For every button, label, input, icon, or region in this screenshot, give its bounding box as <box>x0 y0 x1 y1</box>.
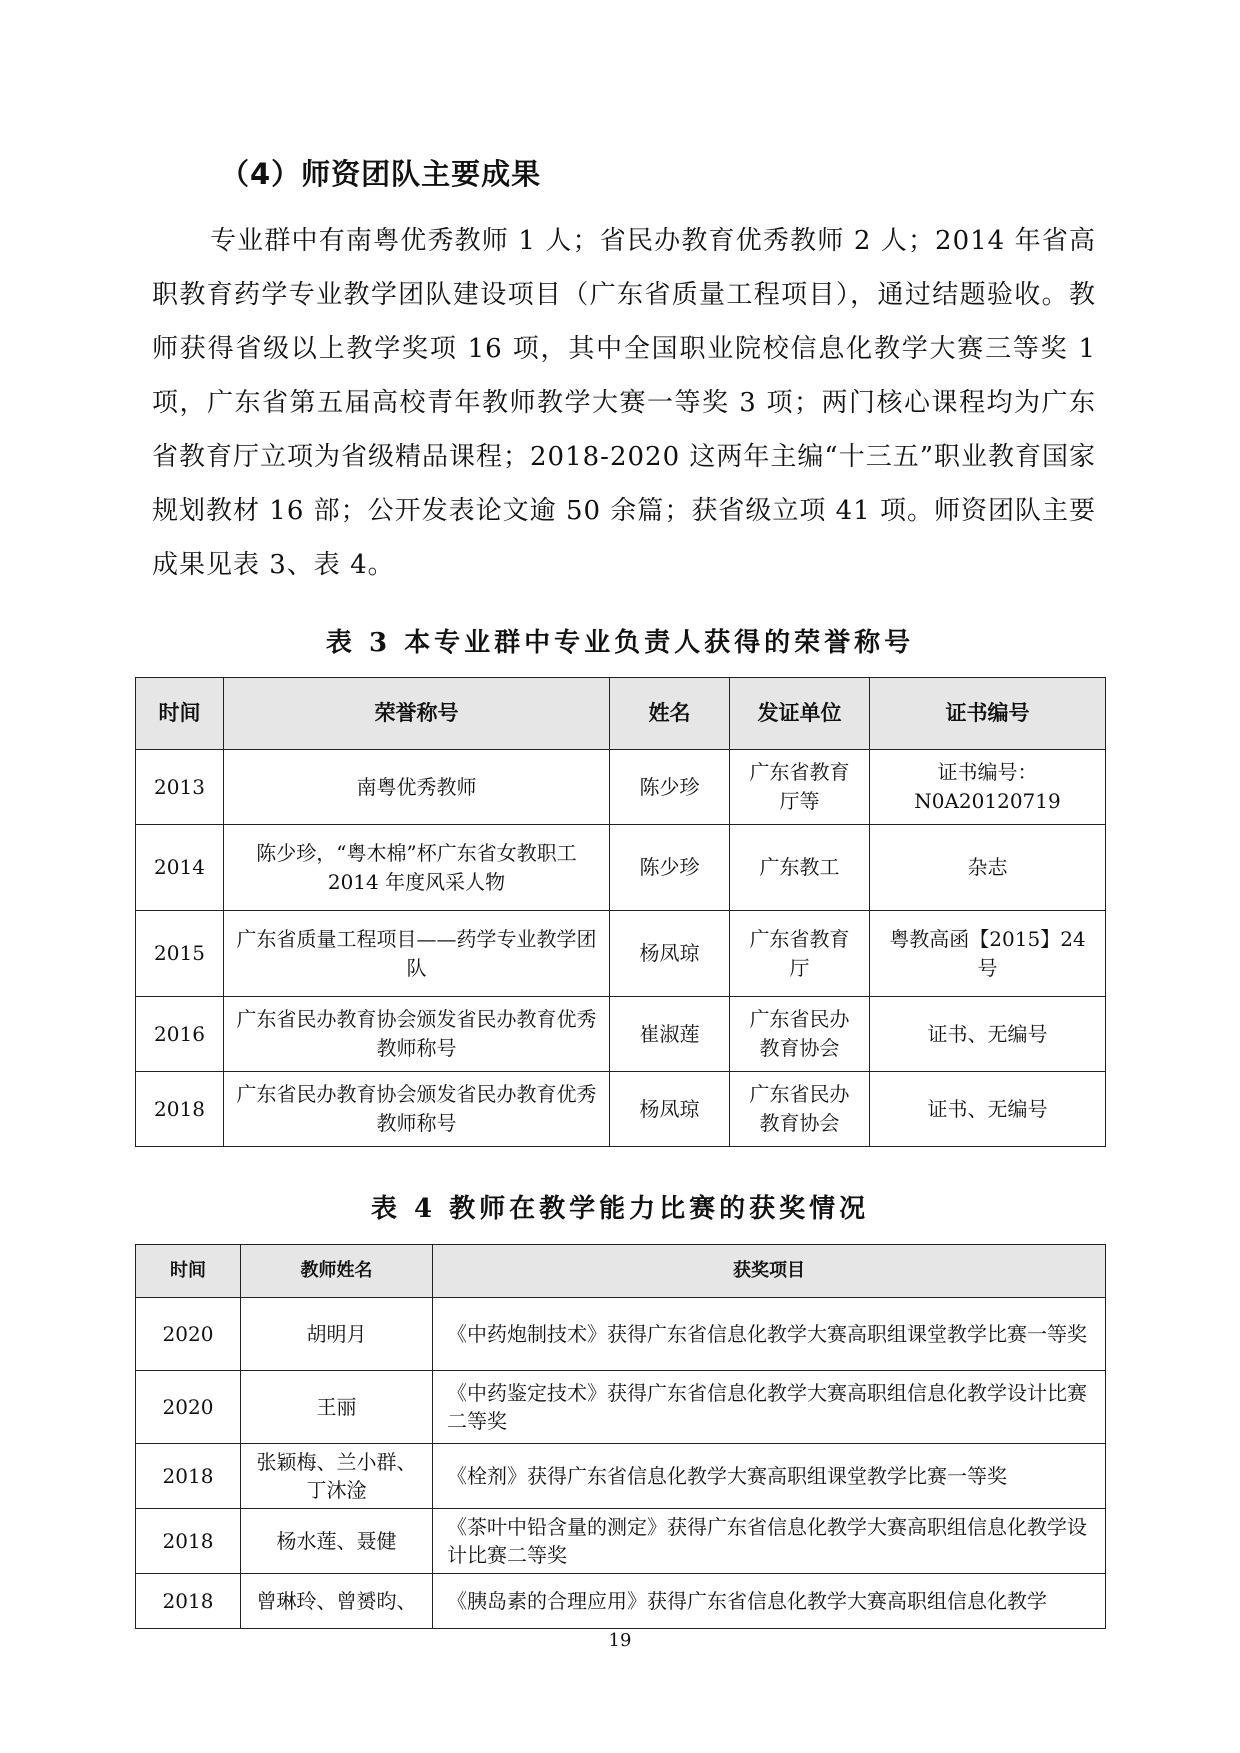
table-cell: 南粤优秀教师 <box>224 750 610 825</box>
table-cell: 广东省质量工程项目——药学专业教学团队 <box>224 911 610 997</box>
table-cell: 广东省民办教育协会 <box>730 1072 870 1147</box>
table-cell: 张颖梅、兰小群、丁沐淦 <box>241 1444 433 1509</box>
table-cell: 《中药鉴定技术》获得广东省信息化教学大赛高职组信息化教学设计比赛二等奖 <box>433 1371 1106 1444</box>
table-cell: 广东教工 <box>730 825 870 911</box>
table-cell: 广东省民办教育协会颁发省民办教育优秀教师称号 <box>224 1072 610 1147</box>
table-cell: 2018 <box>136 1072 224 1147</box>
table-cell: 2020 <box>136 1371 241 1444</box>
table-cell: 杨凤琼 <box>610 911 730 997</box>
table-row <box>136 1298 1106 1371</box>
table-cell: 2018 <box>136 1509 241 1574</box>
body-paragraph: 专业群中有南粤优秀教师 1 人；省民办教育优秀教师 2 人；2014 年省高职教育药学专业教学团队建设项目（广东省质量工程项目），通过结题验收。教师获得省级以上教学奖项 16 项，其中全国职业院校信息化教学大赛三等奖 1 项，广东省第五届高校青年教师教学大赛一等奖 3 项；两门核心课程均为广东省教育厅立项为省级精品课程；2018-2020 这两年主编“十三五”职业教育国家规划教材 16 部；公开发表论文逾 50 余篇；获省级立项 41 项。师资团队主要成果见表 3、表 4。 <box>152 226 1096 580</box>
table-row <box>136 750 1106 825</box>
table-cell: 王丽 <box>241 1371 433 1444</box>
table-cell: 广东省教育厅 <box>730 911 870 997</box>
table-cell: 《中药炮制技术》获得广东省信息化教学大赛高职组课堂教学比赛一等奖 <box>433 1298 1106 1371</box>
honors-table <box>135 677 1106 1147</box>
table-cell: 证书、无编号 <box>870 1072 1106 1147</box>
table-cell: 《茶叶中铅含量的测定》获得广东省信息化教学大赛高职组信息化教学设计比赛二等奖 <box>433 1509 1106 1574</box>
table-cell: 广东省民办教育协会 <box>730 997 870 1072</box>
table-cell: 杨水莲、聂健 <box>241 1509 433 1574</box>
table-row <box>136 1574 1106 1629</box>
awards-table <box>135 1244 1106 1629</box>
table-cell: 陈少珍 <box>610 825 730 911</box>
table-cell: 证书编号：N0A20120719 <box>870 750 1106 825</box>
column-header: 发证单位 <box>730 678 870 750</box>
table-cell: 2020 <box>136 1298 241 1371</box>
column-header: 时间 <box>136 678 224 750</box>
column-header: 荣誉称号 <box>224 678 610 750</box>
table-cell: 广东省教育厅等 <box>730 750 870 825</box>
table3-caption: 表 3 本专业群中专业负责人获得的荣誉称号 <box>325 628 915 658</box>
table-cell: 胡明月 <box>241 1298 433 1371</box>
table-cell: 2015 <box>136 911 224 997</box>
table-row <box>136 825 1106 911</box>
column-header: 证书编号 <box>870 678 1106 750</box>
table-row <box>136 1072 1106 1147</box>
table-cell: 2018 <box>136 1574 241 1629</box>
table-cell: 杨凤琼 <box>610 1072 730 1147</box>
section-heading: （4）师资团队主要成果 <box>220 157 542 191</box>
table4-caption: 表 4 教师在教学能力比赛的获奖情况 <box>370 1194 870 1224</box>
table-header-row <box>136 678 1106 750</box>
table-cell: 崔淑莲 <box>610 997 730 1072</box>
table-cell: 2014 <box>136 825 224 911</box>
table-cell: 陈少珍 <box>610 750 730 825</box>
table-row <box>136 1444 1106 1509</box>
table-row <box>136 1371 1106 1444</box>
table-row <box>136 997 1106 1072</box>
table-cell: 2016 <box>136 997 224 1072</box>
page-number: 19 <box>608 1630 632 1651</box>
table-cell: 杂志 <box>870 825 1106 911</box>
table-header-row <box>136 1245 1106 1298</box>
column-header: 获奖项目 <box>433 1245 1106 1298</box>
table-cell: 广东省民办教育协会颁发省民办教育优秀教师称号 <box>224 997 610 1072</box>
table-cell: 《栓剂》获得广东省信息化教学大赛高职组课堂教学比赛一等奖 <box>433 1444 1106 1509</box>
table-cell: 2018 <box>136 1444 241 1509</box>
table-cell: 曾琳玲、曾赟昀、 <box>241 1574 433 1629</box>
table-cell: 粤教高函【2015】24 号 <box>870 911 1106 997</box>
table-cell: 证书、无编号 <box>870 997 1106 1072</box>
table-cell: 《胰岛素的合理应用》获得广东省信息化教学大赛高职组信息化教学 <box>433 1574 1106 1629</box>
table-row <box>136 1509 1106 1574</box>
table-row <box>136 911 1106 997</box>
table-cell: 陈少珍，“粤木棉”杯广东省女教职工 2014 年度风采人物 <box>224 825 610 911</box>
table-cell: 2013 <box>136 750 224 825</box>
column-header: 姓名 <box>610 678 730 750</box>
column-header: 时间 <box>136 1245 241 1298</box>
column-header: 教师姓名 <box>241 1245 433 1298</box>
